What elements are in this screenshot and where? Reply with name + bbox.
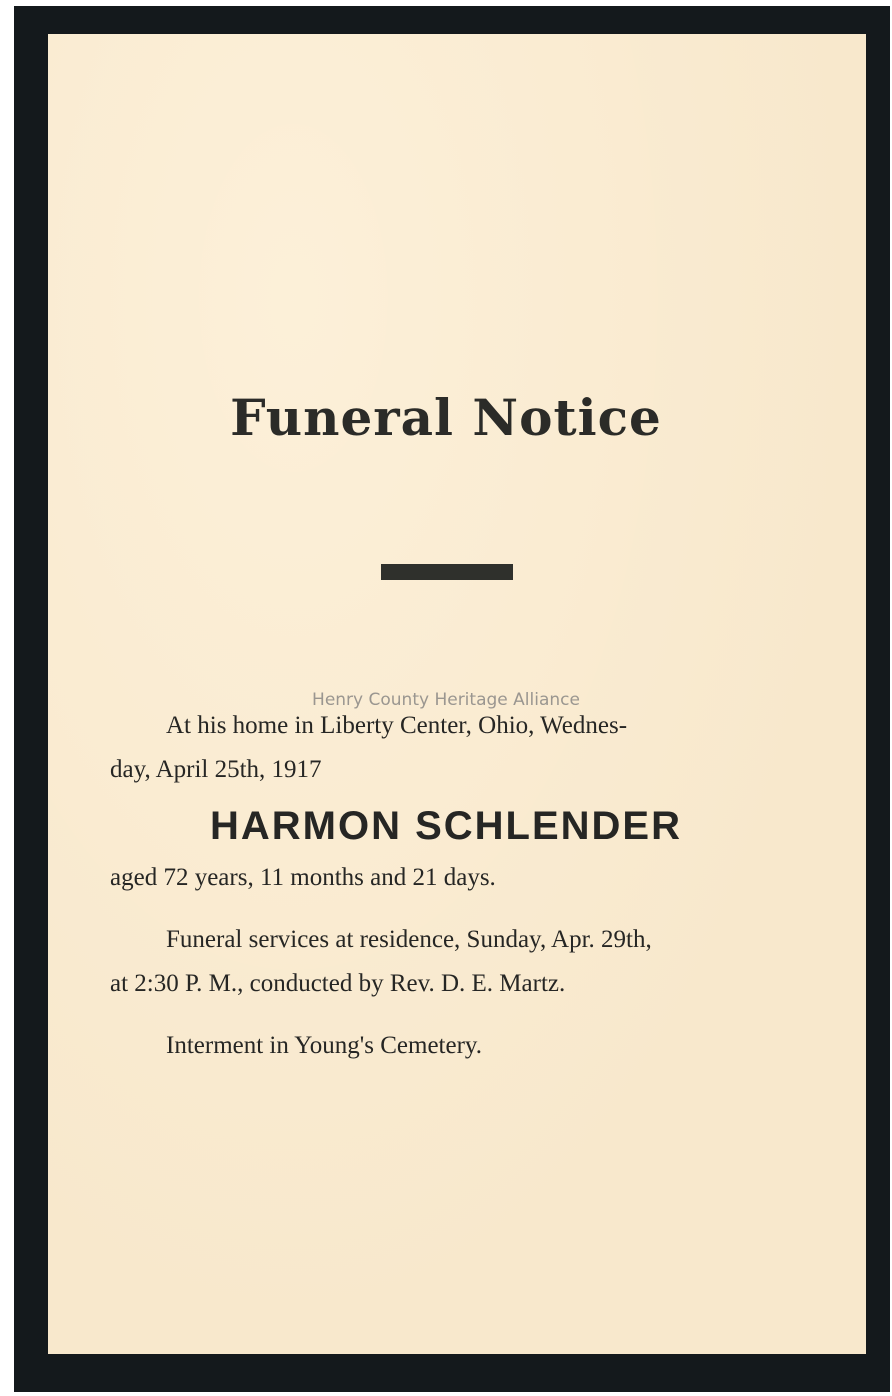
divider-bar [381, 564, 513, 580]
age-line: aged 72 years, 11 months and 21 days. [110, 864, 496, 891]
intro-line-2: day, April 25th, 1917 [110, 756, 322, 783]
watermark-text: Henry County Heritage Alliance [312, 690, 580, 710]
services-line-1: Funeral services at residence, Sunday, Apr. 29th, [166, 926, 652, 953]
deceased-name: HARMON SCHLENDER [210, 804, 682, 848]
interment-line: Interment in Young's Cemetery. [166, 1032, 483, 1059]
notice-title: Funeral Notice [230, 388, 662, 447]
services-line-2: at 2:30 P. M., conducted by Rev. D. E. Martz. [110, 970, 566, 997]
intro-line-1: At his home in Liberty Center, Ohio, Wednes- [166, 712, 628, 739]
